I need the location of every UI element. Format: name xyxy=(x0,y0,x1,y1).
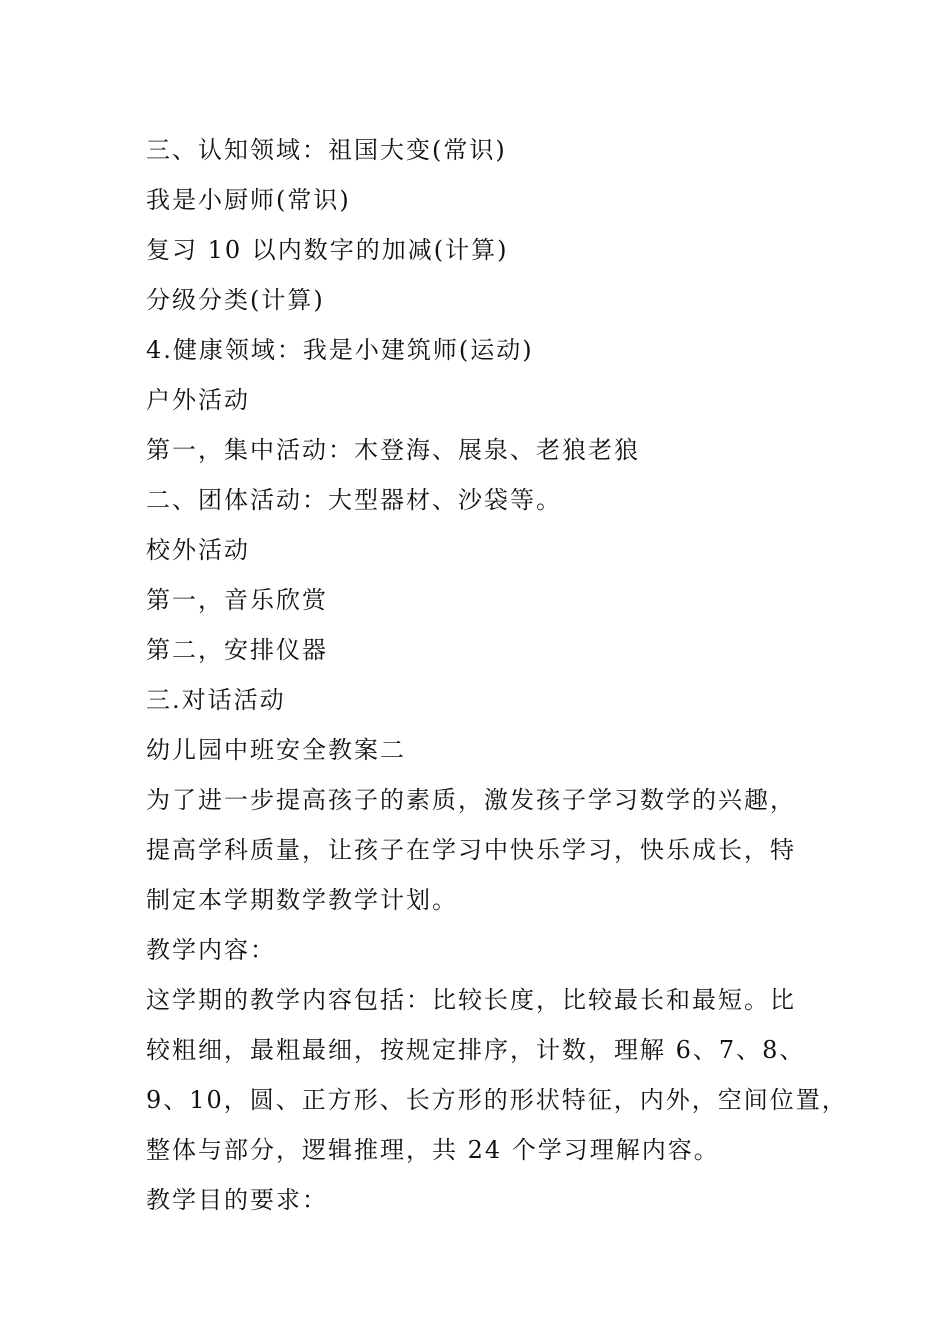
paragraph-line: 这学期的教学内容包括：比较长度，比较最长和最短。比 xyxy=(146,986,796,1014)
text-line: 三.对话活动 xyxy=(146,686,286,714)
text-line: 我是小厨师(常识) xyxy=(146,186,351,214)
text-line: 三、认知领域：祖国大变(常识) xyxy=(146,136,507,164)
text-line: 第一，音乐欣赏 xyxy=(146,586,328,614)
section-title: 幼儿园中班安全教案二 xyxy=(146,736,406,764)
text-line: 校外活动 xyxy=(146,536,250,564)
text-line: 第一，集中活动：木登海、展泉、老狼老狼 xyxy=(146,436,640,464)
paragraph-line: 提高学科质量，让孩子在学习中快乐学习，快乐成长，特 xyxy=(146,836,796,864)
text-line: 复习 10 以内数字的加减(计算) xyxy=(146,236,509,264)
text-line: 4.健康领域：我是小建筑师(运动) xyxy=(146,336,534,364)
text-line: 分级分类(计算) xyxy=(146,286,325,314)
document-body xyxy=(146,125,848,1225)
content-heading: 教学内容： xyxy=(146,936,276,964)
content-paragraph xyxy=(146,975,848,1175)
text-line: 二、团体活动：大型器材、沙袋等。 xyxy=(146,486,562,514)
paragraph-line: 9、10，圆、正方形、长方形的形状特征，内外，空间位置， xyxy=(146,1086,848,1114)
paragraph-line: 较粗细，最粗最细，按规定排序，计数，理解 6、7、8、 xyxy=(146,1036,806,1064)
text-line: 户外活动 xyxy=(146,386,250,414)
text-line: 第二，安排仪器 xyxy=(146,636,328,664)
goals-heading: 教学目的要求： xyxy=(146,1186,328,1214)
paragraph-line: 整体与部分，逻辑推理，共 24 个学习理解内容。 xyxy=(146,1136,720,1164)
paragraph-line: 制定本学期数学教学计划。 xyxy=(146,886,458,914)
intro-paragraph xyxy=(146,775,836,925)
paragraph-line: 为了进一步提高孩子的素质，激发孩子学习数学的兴趣， xyxy=(146,786,796,814)
